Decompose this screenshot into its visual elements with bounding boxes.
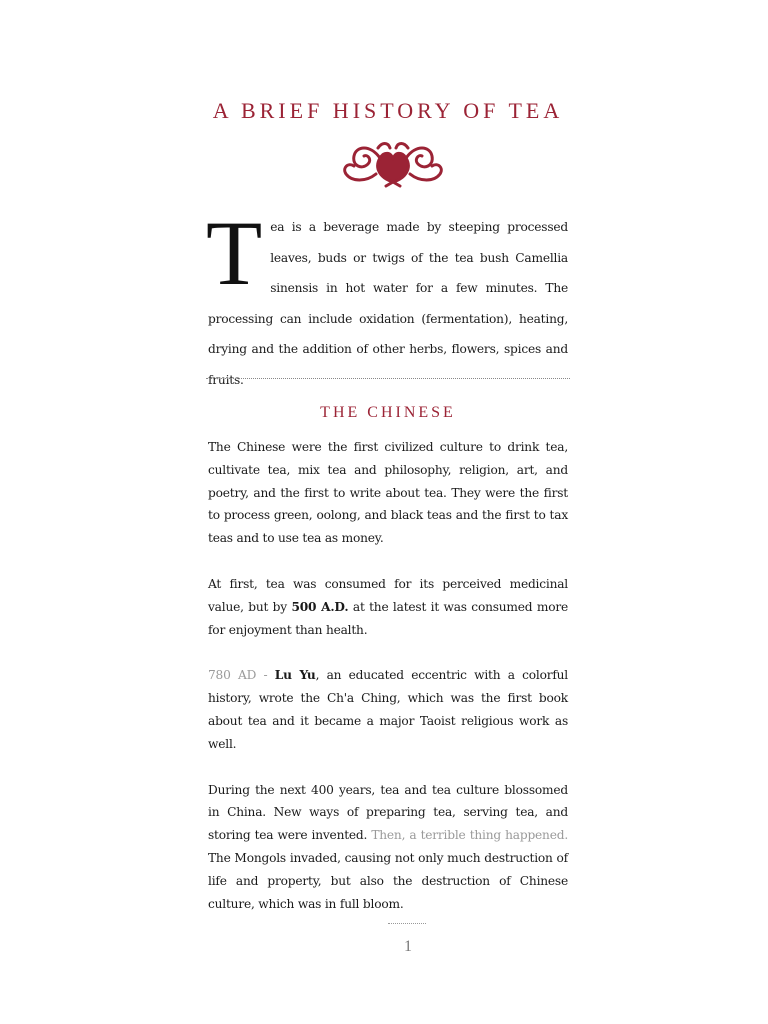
page-title: A BRIEF HISTORY OF TEA: [212, 98, 564, 123]
floral-ornament-icon: [340, 138, 446, 190]
paragraph-3-text: , an educated eccentric with a colorful history, wrote the Ch'a Ching, which was the first book about tea and it became a major Taoist religious work as well.: [208, 668, 568, 751]
paragraph-3: [208, 664, 568, 755]
section-title: THE CHINESE: [320, 404, 456, 421]
paragraph-4-gray: Then, a terrible thing happened.: [371, 828, 568, 843]
page-number: 1: [404, 938, 412, 955]
footer-divider: [388, 923, 426, 924]
paragraph-2-bold: 500 A.D.: [291, 599, 349, 614]
paragraph-4-start: During the next 400 years, tea and tea culture blossomed in China. New ways of preparing tea, serving tea, and storing tea were invented.: [208, 782, 568, 843]
section-divider: [206, 378, 570, 379]
section-body: [208, 436, 568, 938]
paragraph-2-start: At first, tea was consumed for its perceived medicinal value, but by: [208, 576, 568, 614]
paragraph-2: [208, 573, 568, 641]
intro-text: ea is a beverage made by steeping processed leaves, buds or twigs of the tea bush Camellia sinensis in hot water for a few minutes. The processing can include oxidation (fermentation), heating, drying and the addition of other herbs, flowers, spices and fruits.: [208, 220, 568, 387]
paragraph-1: The Chinese were the first civilized culture to drink tea, cultivate tea, mix tea and philosophy, religion, art, and poetry, and the first to write about tea. They were the first to process green, oolong, and black teas and the first to tax teas and to use tea as money.: [208, 440, 568, 546]
intro-paragraph: [206, 202, 568, 395]
paragraph-2-end: at the latest it was consumed more for enjoyment than health.: [208, 599, 568, 637]
paragraph-3-bold: Lu Yu: [274, 668, 316, 683]
paragraph-4: [208, 779, 568, 916]
paragraph-3-date: 780 AD -: [208, 668, 275, 683]
paragraph-4-end: The Mongols invaded, causing not only much destruction of life and property, but also the destruction of Chinese culture, which was in full bloom.: [208, 850, 568, 911]
drop-cap: T: [206, 202, 263, 304]
